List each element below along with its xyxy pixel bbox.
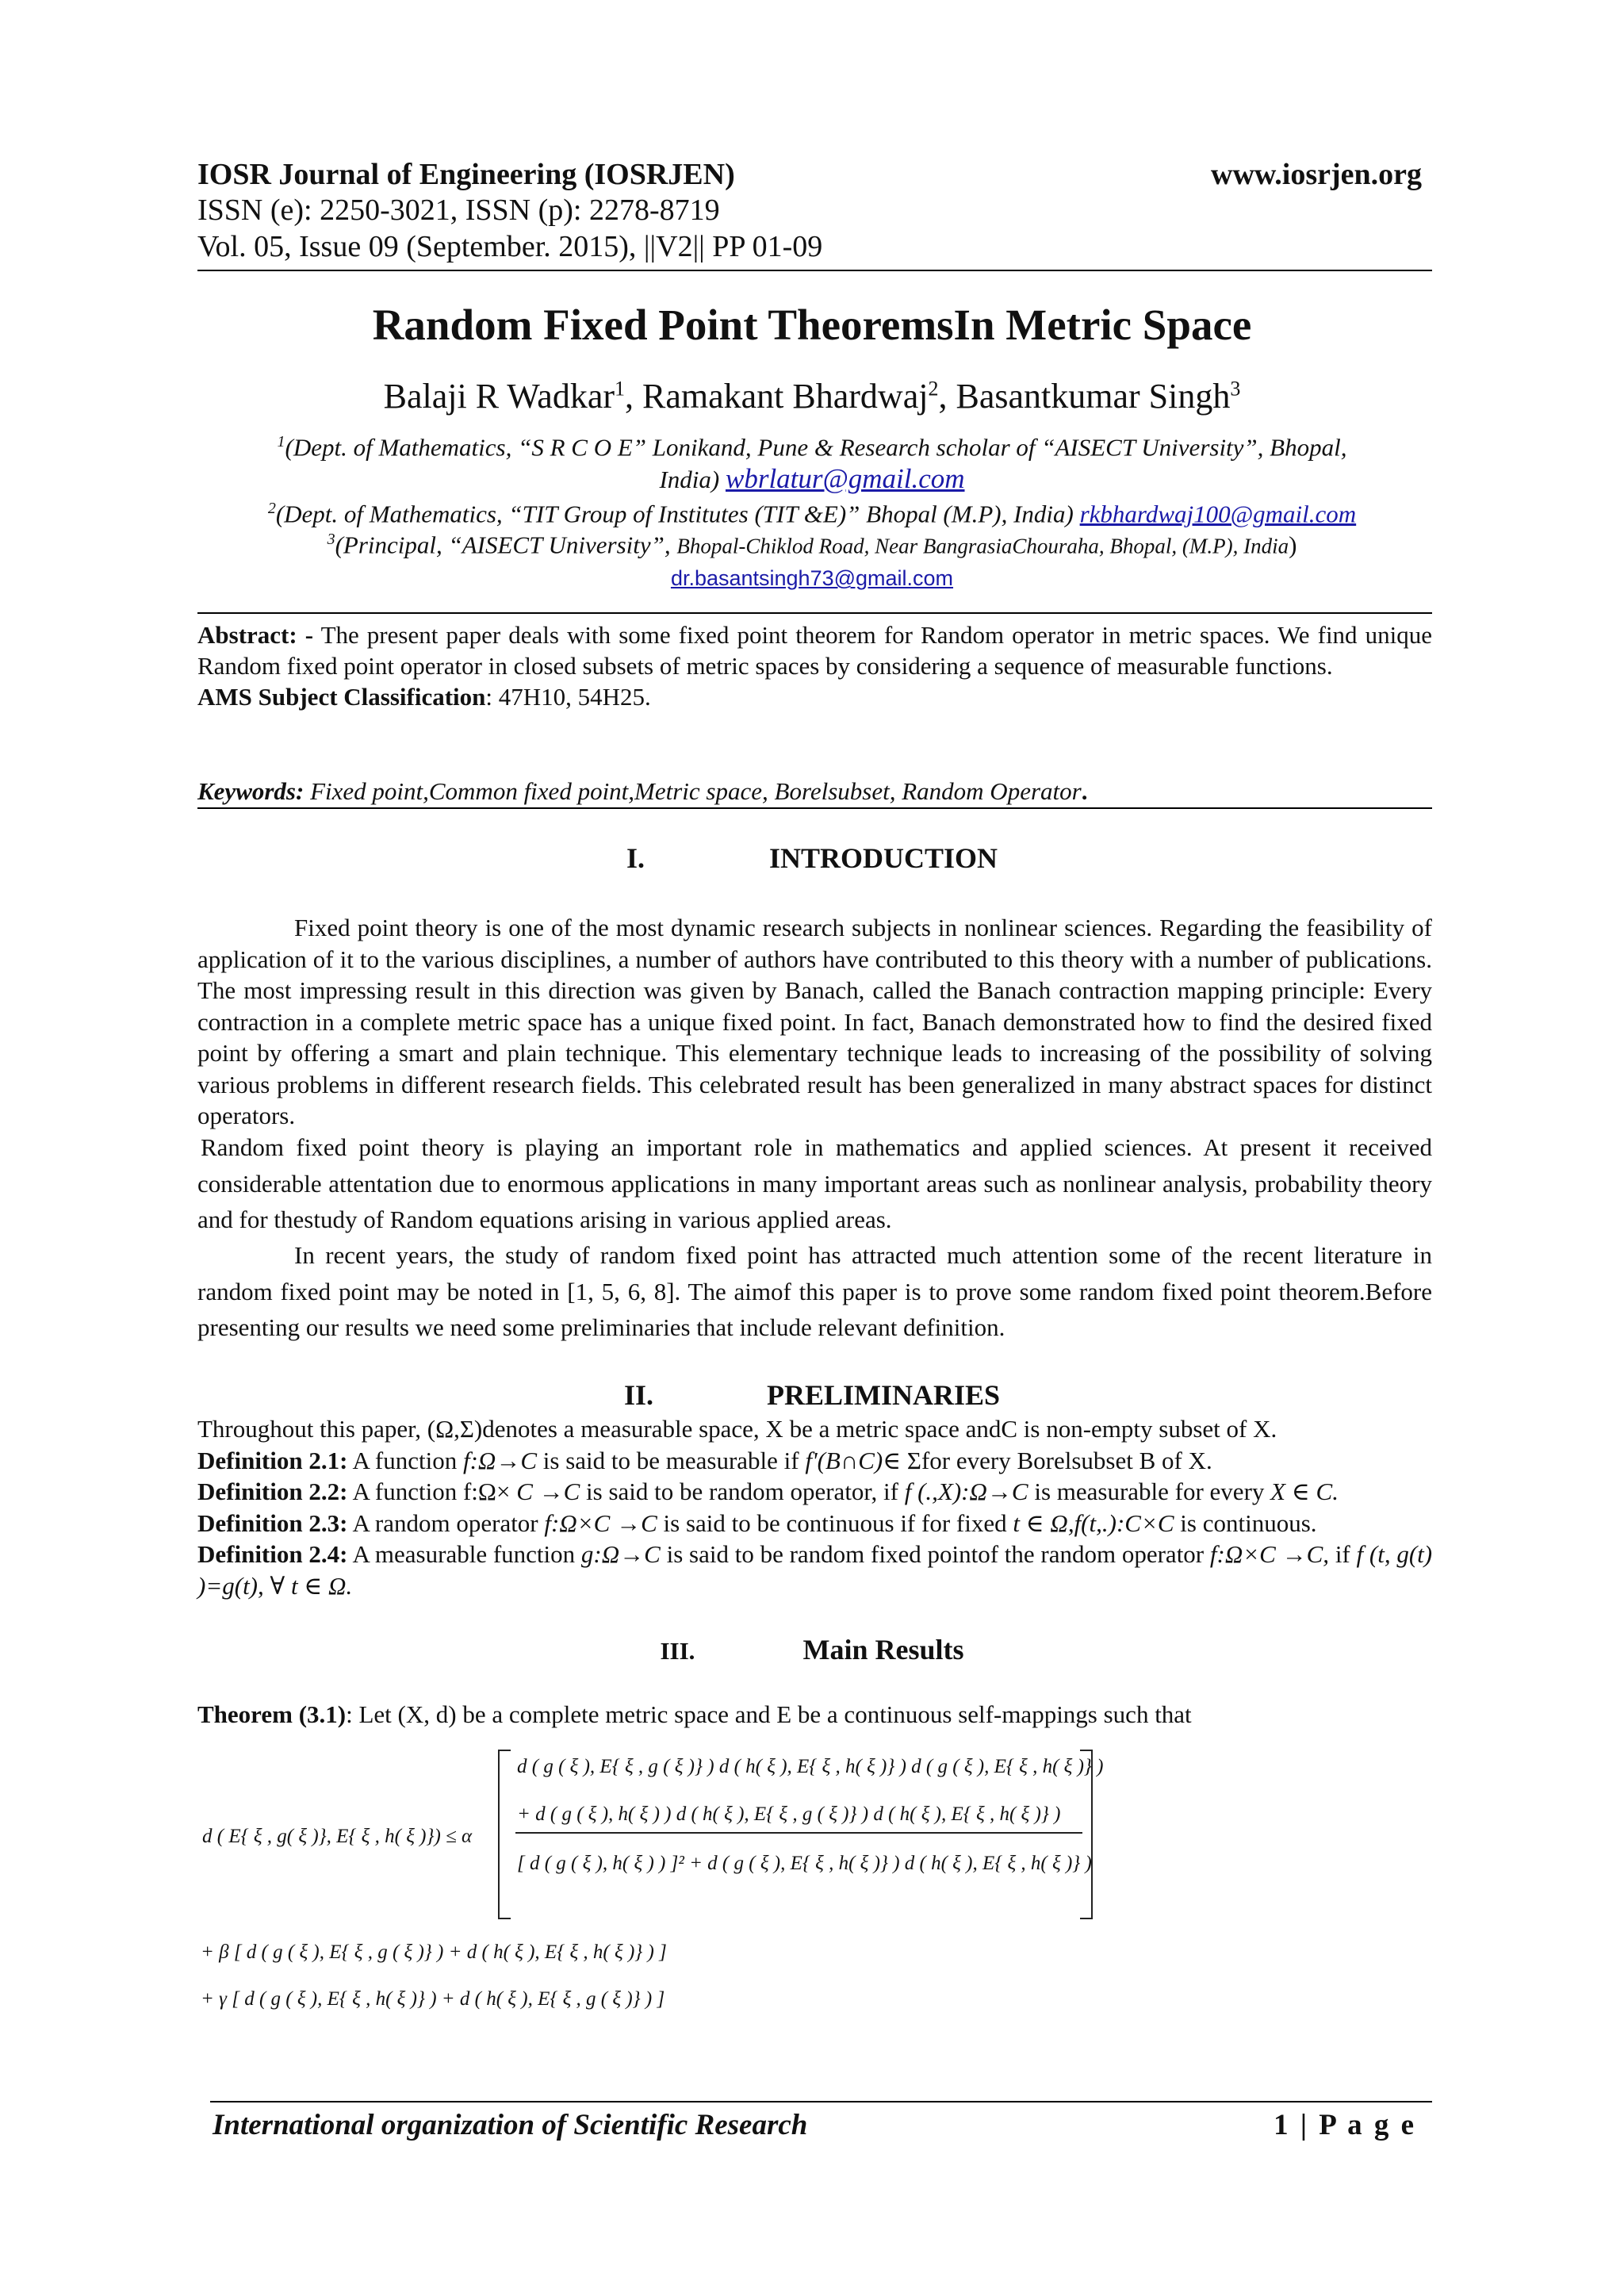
intro-paragraph-3: In recent years, the study of random fixed point has attracted much attention some of the recent literature in random fixed point may be noted in [1, 5, 6, 8]. The aimof this paper is to prove some random fixed point theorem.Before presenting our results we need some preliminaries that include relevant definition. <box>197 1241 1432 1341</box>
equation-numerator-1: d ( g ( ξ ), E{ ξ , g ( ξ )} ) d ( h( ξ ), E{ ξ , h( ξ )} ) d ( g ( ξ ), E{ ξ , h( ξ )} ) <box>517 1756 1104 1777</box>
affiliation-sup: 3 <box>327 531 335 548</box>
keywords-label: Keywords: <box>197 777 304 805</box>
paper-title: Random Fixed Point TheoremsIn Metric Space <box>372 301 1252 349</box>
section-heading <box>0 841 1624 875</box>
definition-math: f (t, g(t) )=g(t), ∀ t ∈ Ω. <box>197 1540 1433 1600</box>
equation-bracket-left <box>498 1750 511 1919</box>
abstract-text: The present paper deals with some fixed point theorem for Random operator in metric spaces. We find unique Random fixed point operator in closed subsets of metric spaces by considering a sequence of measurable functions. <box>197 621 1432 680</box>
affiliation-3 <box>190 523 1434 594</box>
prelim-intro: Throughout this paper, (Ω,Σ)denotes a measurable space, X be a metric space andC is non-empty subset of X. <box>197 1415 1277 1443</box>
section-title: Main Results <box>802 1634 964 1665</box>
abstract-divider-bottom <box>197 807 1432 809</box>
preliminaries-text <box>197 1413 1432 1601</box>
section-heading <box>0 1378 1624 1412</box>
definition-text: A function <box>352 1446 458 1474</box>
journal-issn: ISSN (e): 2250-3021, ISSN (p): 2278-8719 <box>197 194 720 227</box>
section-number: II. <box>623 1379 653 1411</box>
email-link[interactable]: rkbhardwaj100@gmail.com <box>1079 500 1357 528</box>
footer-divider <box>210 2101 1432 2102</box>
definition-math: f:Ω→C <box>462 1446 538 1474</box>
definition-math: g:Ω→C <box>580 1540 661 1568</box>
definition-text: is continuous. <box>1180 1508 1317 1537</box>
definition-text: is said to be random fixed pointof the random operator <box>666 1540 1205 1568</box>
affiliation-text: ) <box>1289 531 1297 559</box>
definition-text: A function f:Ω× <box>352 1478 511 1505</box>
definition-text: is said to be measurable if <box>542 1446 799 1474</box>
ams-label: AMS Subject Classification <box>197 683 486 711</box>
definition-math: f:Ω×C →C <box>544 1508 657 1537</box>
affiliation-text: India) <box>659 466 720 494</box>
journal-volume: Vol. 05, Issue 09 (September. 2015), ||V2|| PP 01-09 <box>197 230 823 263</box>
affiliation-text: (Dept. of Mathematics, “TIT Group of Institutes (TIT &E)” Bhopal (M.P), India) <box>275 500 1074 528</box>
definition-math: f (.,X):Ω→C <box>904 1478 1028 1505</box>
theorem-statement <box>197 1699 1432 1730</box>
author-name: Ramakant Bhardwaj <box>642 377 929 416</box>
author-sup: 3 <box>1230 377 1241 401</box>
footer-organization: International organization of Scientific Research <box>213 2109 808 2141</box>
fraction-bar <box>515 1832 1082 1834</box>
journal-website[interactable]: www.iosrjen.org <box>1211 158 1422 191</box>
definition-label: Definition 2.4: <box>197 1540 348 1568</box>
keywords-value: Fixed point,Common fixed point,Metric space, Borelsubset, Random Operator <box>310 777 1082 805</box>
definition-math: t ∈ Ω,f(t,.):C×C <box>1013 1508 1174 1537</box>
affiliation-sup: 2 <box>267 500 276 517</box>
journal-name: IOSR Journal of Engineering (IOSRJEN) <box>197 158 735 191</box>
definition-text: is said to be random operator, if <box>586 1478 898 1505</box>
definition-math: X ∈ C. <box>1270 1478 1339 1505</box>
abstract-divider-top <box>197 612 1432 614</box>
author-name: Balaji R Wadkar <box>383 377 615 416</box>
definition-text: is measurable for every <box>1034 1478 1265 1505</box>
abstract-label: Abstract: - <box>197 621 314 649</box>
intro-paragraph-2: Random fixed point theory is playing an important role in mathematics and applied sciences. At present it received considerable attentation due to enormous applications in many important areas such as nonlinear analysis, probability theory and for thestudy of Random equations arising in various applied areas. <box>197 1133 1432 1233</box>
email-link[interactable]: wbrlatur@gmail.com <box>725 463 965 495</box>
definition-text: A measurable function <box>352 1540 576 1568</box>
affiliation-text: (Dept. of Mathematics, “S R C O E” Lonikand, Pune & Research scholar of “AISECT University”, Bhopal, <box>285 433 1347 462</box>
equation-lhs: d ( E{ ξ , g( ξ )}, E{ ξ , h( ξ )}) ≤ α <box>202 1826 473 1847</box>
affiliation-1 <box>190 426 1434 496</box>
section-number: III. <box>660 1637 695 1665</box>
definition-label: Definition 2.1: <box>197 1446 348 1474</box>
author-sup: 1 <box>615 377 626 401</box>
equation-numerator-2: + d ( g ( ξ ), h( ξ ) ) d ( h( ξ ), E{ ξ , g ( ξ )} ) d ( h( ξ ), E{ ξ , h( ξ )} ) <box>517 1803 1061 1825</box>
definition-math: f'(B∩C) <box>805 1446 883 1474</box>
section-number: I. <box>626 842 645 874</box>
definition-math: C →C <box>516 1478 580 1505</box>
theorem-label: Theorem (3.1) <box>197 1700 347 1728</box>
definition-label: Definition 2.2: <box>197 1478 348 1505</box>
definition-math: f:Ω×C →C, <box>1209 1540 1330 1568</box>
affiliation-text: (Principal, “AISECT University”, <box>335 531 671 559</box>
definition-label: Definition 2.3: <box>197 1508 348 1537</box>
definition-text: ∈ Σfor every Borelsubset B of X. <box>883 1446 1212 1474</box>
author-sup: 2 <box>928 377 939 401</box>
definition-text: A random operator <box>352 1508 538 1537</box>
equation-gamma-term: + γ [ d ( g ( ξ ), E{ ξ , h( ξ )} ) + d ( h( ξ ), E{ ξ , g ( ξ )} ) ] <box>201 1988 665 2010</box>
page-number: 1 | P a g e <box>1274 2109 1416 2141</box>
equation-denominator: [ d ( g ( ξ ), h( ξ ) ) ]² + d ( g ( ξ ), E{ ξ , h( ξ )} ) d ( h( ξ ), E{ ξ , h( ξ )} ) <box>517 1853 1092 1874</box>
header-divider <box>197 270 1432 271</box>
section-title: INTRODUCTION <box>768 842 998 874</box>
definition-text: is said to be continuous if for fixed <box>663 1508 1007 1537</box>
theorem-text: : Let (X, d) be a complete metric space and E be a continuous self-mappings such that <box>346 1700 1192 1728</box>
keywords <box>197 776 1432 807</box>
keywords-end: . <box>1081 777 1088 805</box>
section-title: PRELIMINARIES <box>766 1379 1001 1411</box>
affiliation-text: Bhopal-Chiklod Road, Near BangrasiaChouraha, Bhopal, (M.P), India <box>676 534 1289 558</box>
affiliation-sup: 1 <box>277 433 285 450</box>
author-list: Balaji R Wadkar$^1$, Ramakant Bhardwaj$^2$, Basantkumar Singh$^3$ <box>383 377 1241 416</box>
equation-beta-term: + β [ d ( g ( ξ ), E{ ξ , g ( ξ )} ) + d ( h( ξ ), E{ ξ , h( ξ )} ) ] <box>201 1941 667 1963</box>
author-name: Basantkumar Singh <box>956 377 1231 416</box>
ams-value: : 47H10, 54H25. <box>485 683 651 711</box>
abstract <box>197 619 1432 712</box>
definition-text: if <box>1335 1540 1350 1568</box>
intro-paragraph-1: Fixed point theory is one of the most dynamic research subjects in nonlinear sciences. Regarding the feasibility of application of it to the various disciplines, a number of authors have contributed to this theory with a number of publications. The most impressing result in this direction was given by Banach, called the Banach contraction mapping principle: Every contraction in a complete metric space has a unique fixed point. In fact, Banach demonstrated how to find the desired fixed point by offering a smart and plain technique. This elementary technique leads to increasing of the possibility of solving various problems in different research fields. This celebrated result has been generalized in many abstract spaces for distinct operators. <box>197 914 1432 1129</box>
section-heading <box>0 1633 1624 1666</box>
email-link[interactable]: dr.basantsingh73@gmail.com <box>670 566 954 591</box>
